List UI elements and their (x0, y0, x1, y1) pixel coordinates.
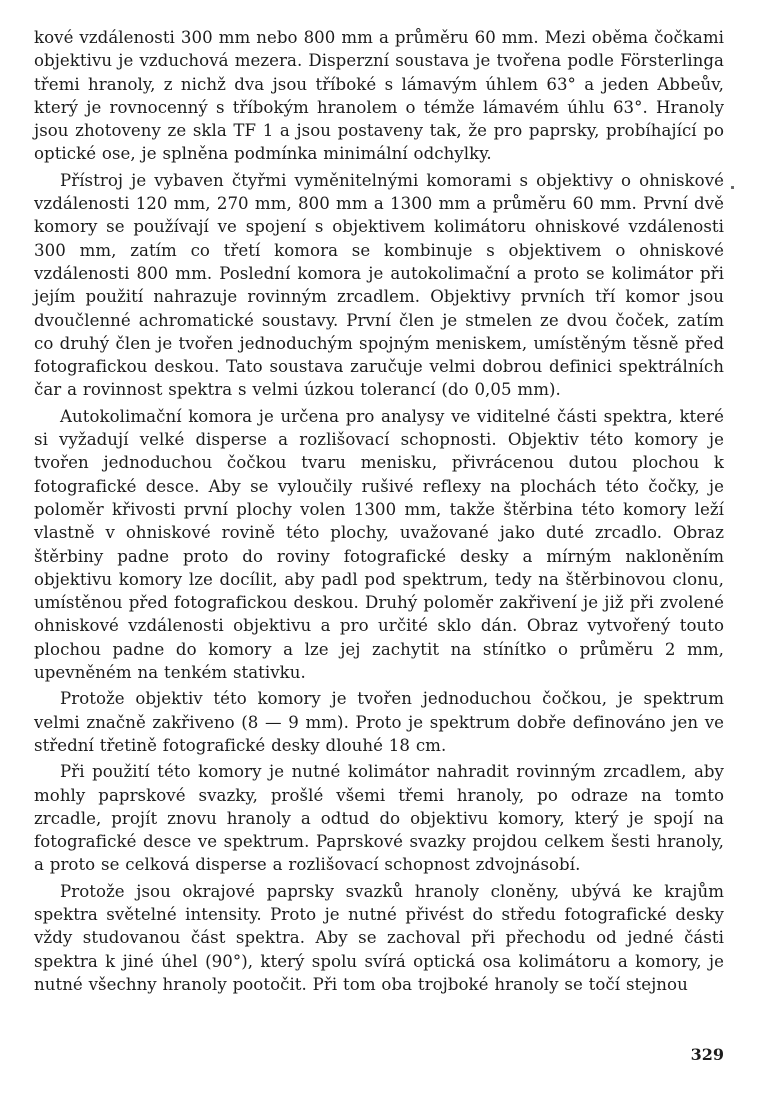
paragraph-continuation: kové vzdálenosti 300 mm nebo 800 mm a průměru 60 mm. Mezi oběma čočkami objektivu je vzduchová mezera. Disperzní soustava je tvořena podle Försterlinga třemi hranoly, z nichž dva jsou tříboké s lámavým úhlem 63° a jeden Abbeův, který je rovnocenný s tříbokým hranolem o témže lámavém úhlu 63°. Hranoly jsou zhotoveny ze skla TF 1 a jsou postaveny tak, že pro paprsky, probíhající po optické ose, je splněna podmínka minimální odchylky. (34, 28, 724, 164)
paragraph-intensity: Protože jsou okrajové paprsky svazků hranoly cloněny, ubývá ke krajům spektra světelné intensity. Proto je nutné přivést do středu fotografické desky vždy studovanou část spektra. Aby se zachoval při přechodu od jedné části spektra k jiné úhel (90°), který spolu svírá optická osa kolimátoru a komory, je nutné všechny hranoly pootočit. Při tom oba trojboké hranoly se točí stejnou (34, 881, 724, 994)
paragraph-autocollimation: Autokolimační komora je určena pro analysy ve viditelné části spektra, které si vyžadují velké disperse a rozlišovací schopnosti. Objektiv této komory je tvořen jednoduchou čočkou tvaru menisku, přivrácenou dutou plochou k fotografické desce. Aby se vyloučily rušivé reflexy na plochách této čočky, je poloměr křivosti první plochy volen 1300 mm, takže štěrbina této komory leží vlastně v ohniskové rovině této plochy, uvažované jako duté zrcadlo. Obraz štěrbiny padne proto do roviny fotografické desky a mírným nakloněním objektivu komory lze docílit, aby padl pod spektrum, tedy na štěrbinovou clonu, umístěnou před fotografickou deskou. Druhý poloměr zakřivení je již při zvolené ohniskové vzdálenosti objektivu a pro určité sklo dán. Obraz vytvořený touto plochou padne do komory a lze jej zachytit na stínítko o průměru 2 mm, upevněném na tenkém stativku. (34, 406, 724, 683)
page-number: 329 (690, 1045, 724, 1064)
paragraph-cameras: Přístroj je vybaven čtyřmi vyměnitelnými komorami s objektivy o ohniskové vzdálenosti 120 mm, 270 mm, 800 mm a 1300 mm a průměru 60 mm. První dvě komory se používají ve spojení s objektivem kolimátoru ohniskové vzdálenosti 300 mm, zatím co třetí komora se kombinuje s objektivem o ohniskové vzdálenosti 800 mm. Poslední komora je autokolimační a proto se kolimátor při jejím použití nahrazuje rovinným zrcadlem. Objektivy prvních tří komor jsou dvoučlenné achromatické soustavy. První člen je stmelen ze dvou čoček, zatím co druhý člen je tvořen jednoduchým spojným meniskem, umístěným těsně před fotografickou deskou. Tato soustava zaručuje velmi dobrou definici spektrálních čar a rovinnost spektra s velmi úzkou tolerancí (do 0,05 mm). (34, 170, 724, 400)
paragraph-curvature: Protože objektiv této komory je tvořen jednoduchou čočkou, je spektrum velmi značně zakřiveno (8 — 9 mm). Proto je spektrum dobře definováno jen ve střední třetině fotografické desky dlouhé 18 cm. (34, 689, 724, 755)
margin-dot-mark (731, 186, 734, 189)
paragraph-mirror: Při použití této komory je nutné kolimátor nahradit rovinným zrcadlem, aby mohly paprskové svazky, prošlé všemi třemi hranoly, po odraze na tomto zrcadle, projít znovu hranoly a odtud do objektivu komory, který je spojí na fotografické desce ve spektrum. Paprskové svazky projdou celkem šesti hranoly, a proto se celková disperse a rozlišovací schopnost zdvojnásobí. (34, 762, 724, 875)
page-body (34, 26, 724, 996)
